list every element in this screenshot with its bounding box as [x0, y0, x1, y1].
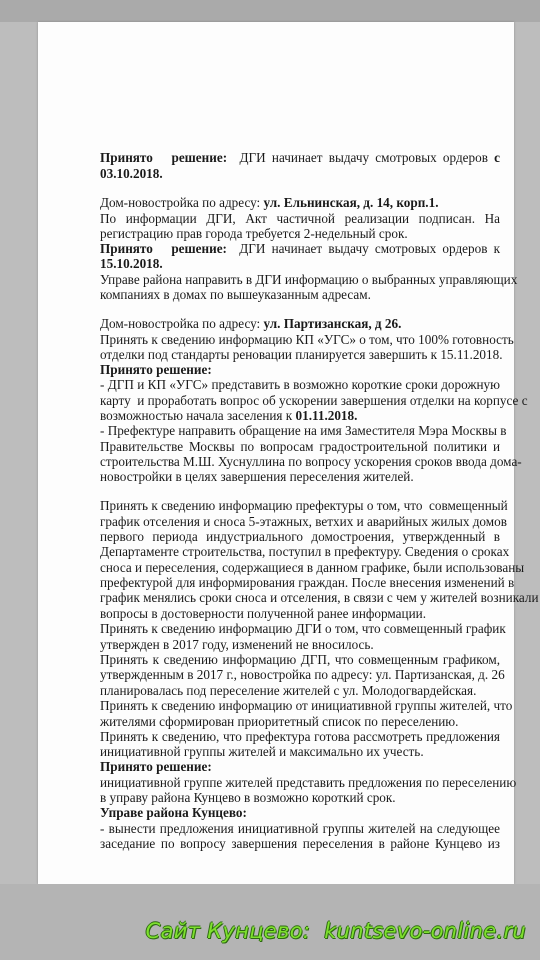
body-text: график отселения и сноса 5-этажных, ветхих и аварийных жилых домов — [100, 514, 507, 529]
bold-text: ул. Партизанская, д 26. — [263, 316, 402, 331]
bold-text: 15.10.2018. — [100, 256, 163, 271]
document-line — [100, 287, 500, 302]
body-text: Принять к сведению информацию ДГИ о том, что совмещенный график — [100, 621, 506, 636]
bold-text: с — [494, 150, 501, 165]
bold-text: Принято решение: — [100, 759, 212, 774]
document-line — [100, 241, 500, 256]
document-line — [100, 377, 500, 392]
body-text: отделки под стандарты реновации планируется завершить к 15.11.2018. — [100, 347, 503, 362]
document-line — [100, 166, 500, 181]
document-line — [100, 544, 510, 559]
document-line — [100, 729, 500, 744]
document-line — [100, 590, 539, 605]
document-line — [100, 454, 522, 469]
document-line — [100, 836, 500, 851]
body-text: утвержденным в 2017 г., новостройка по адресу: ул. Партизанская, д. 26 — [100, 667, 505, 682]
bold-text: Управе района Кунцево: — [100, 805, 247, 820]
body-text: утвержден в 2017 году, изменений не вносилось. — [100, 637, 374, 652]
document-line — [100, 272, 518, 287]
bold-text: Принято решение: — [100, 362, 212, 377]
body-text: Принять к сведению информацию префектуры о том, что совмещенный — [100, 498, 508, 513]
top-bar — [0, 0, 540, 22]
body-text: Принять к сведению информацию от инициативной группы жителей, что — [100, 698, 513, 713]
body-text: компаниях в домах по вышеуказанным адресам. — [100, 287, 371, 302]
document-line — [100, 316, 500, 331]
body-text: график менялись сроки сноса и отселения, в связи с чем у жителей возникали — [100, 590, 539, 605]
document-line — [100, 821, 500, 836]
body-text: Принять к сведению, что префектура готова рассмотреть предложения — [100, 729, 500, 744]
body-text: возможностью начала заселения к — [100, 408, 296, 423]
document-line — [100, 211, 500, 226]
document-line — [100, 529, 500, 544]
body-text: префектурой для информирования граждан. После внесения изменений в — [100, 575, 515, 590]
document-line — [100, 226, 500, 241]
document-line — [100, 759, 500, 774]
document-line — [100, 805, 500, 820]
body-text: инициативной группы жителей и максимально их учесть. — [100, 744, 424, 759]
body-text: карту и проработать вопрос об ускорении завершения отделки на корпусе с — [100, 393, 528, 408]
document-line — [100, 347, 503, 362]
document-line — [100, 498, 508, 513]
document-line — [100, 775, 517, 790]
body-text: Принять к сведению информацию ДГП, что совмещенным графиком, — [100, 652, 500, 667]
bold-text: 01.11.2018. — [295, 408, 358, 423]
body-text: инициативной группе жителей представить предложения по переселению — [100, 775, 517, 790]
body-text: ДГИ начинает выдачу смотровых ордеров к — [226, 241, 500, 256]
body-text: - ДГП и КП «УГС» представить в возможно короткие сроки дорожную — [100, 377, 500, 392]
body-text: строительства М.Ш. Хуснуллина по вопросу ускорения сроков ввода дома- — [100, 454, 522, 469]
bold-text: Принято решение: — [100, 241, 227, 256]
document-line — [100, 606, 500, 621]
body-text: вопросы в достоверности полученной ранее информации. — [100, 606, 426, 621]
document-line — [100, 439, 500, 454]
document-line — [100, 393, 528, 408]
body-text: Дом-новостройка по адресу: — [100, 316, 264, 331]
body-text: жителями сформирован приоритетный список по переселению. — [100, 714, 459, 729]
body-text: Правительстве Москвы по вопросам градостроительной политики и — [100, 439, 500, 454]
watermark-url[interactable]: kuntsevo-online.ru — [324, 919, 526, 943]
body-text: сноса и переселения, содержащиеся в данном графике, были использованы — [100, 560, 525, 575]
document-line — [100, 621, 506, 636]
bold-text: ул. Ельнинская, д. 14, корп.1. — [263, 195, 439, 210]
body-text: По информации ДГИ, Акт частичной реализации подписан. На — [100, 211, 500, 226]
document-line — [100, 332, 514, 347]
body-text: Принять к сведению информацию КП «УГС» о том, что 100% готовность — [100, 332, 514, 347]
document-line — [100, 637, 500, 652]
body-text: - Префектуре направить обращение на имя Заместителя Мэра Москвы в — [100, 423, 507, 438]
document-line — [100, 514, 507, 529]
body-text: Департаменте строительства, поступил в префектуру. Сведения о сроках — [100, 544, 510, 559]
body-text: Дом-новостройка по адресу: — [100, 195, 264, 210]
document-line — [100, 575, 515, 590]
body-text: - вынести предложения инициативной группы жителей на следующее — [100, 821, 500, 836]
watermark-label: Сайт Кунцево: — [145, 919, 311, 943]
bold-text: Принято решение: — [100, 150, 228, 165]
document-line — [100, 423, 507, 438]
document-line — [100, 362, 500, 377]
document-line — [100, 150, 500, 165]
document-line — [100, 744, 500, 759]
document-line — [100, 652, 500, 667]
body-text: регистрацию прав города требуется 2-недельный срок. — [100, 226, 408, 241]
body-text: первого периода индустриального домостроения, утвержденный в — [100, 529, 500, 544]
bold-text: 03.10.2018. — [100, 166, 163, 181]
body-text: Управе района направить в ДГИ информацию о выбранных управляющих — [100, 272, 518, 287]
site-watermark[interactable] — [146, 919, 526, 947]
body-text: новостройки в целях завершения переселения жителей. — [100, 469, 414, 484]
document-line — [100, 714, 500, 729]
body-text: заседание по вопросу завершения переселения в районе Кунцево из — [100, 836, 500, 851]
document-line — [100, 256, 500, 271]
body-text: ДГИ начинает выдачу смотровых ордеров — [227, 150, 495, 165]
document-line — [100, 667, 505, 682]
document-line — [100, 790, 500, 805]
document-line — [100, 683, 500, 698]
body-text: в управу района Кунцево в возможно короткий срок. — [100, 790, 396, 805]
document-line — [100, 560, 525, 575]
body-text: планировалась под переселение жителей с ул. Молодогвардейская. — [100, 683, 477, 698]
document-line — [100, 698, 513, 713]
document-line — [100, 195, 500, 210]
document-line — [100, 469, 500, 484]
document-line — [100, 408, 500, 423]
